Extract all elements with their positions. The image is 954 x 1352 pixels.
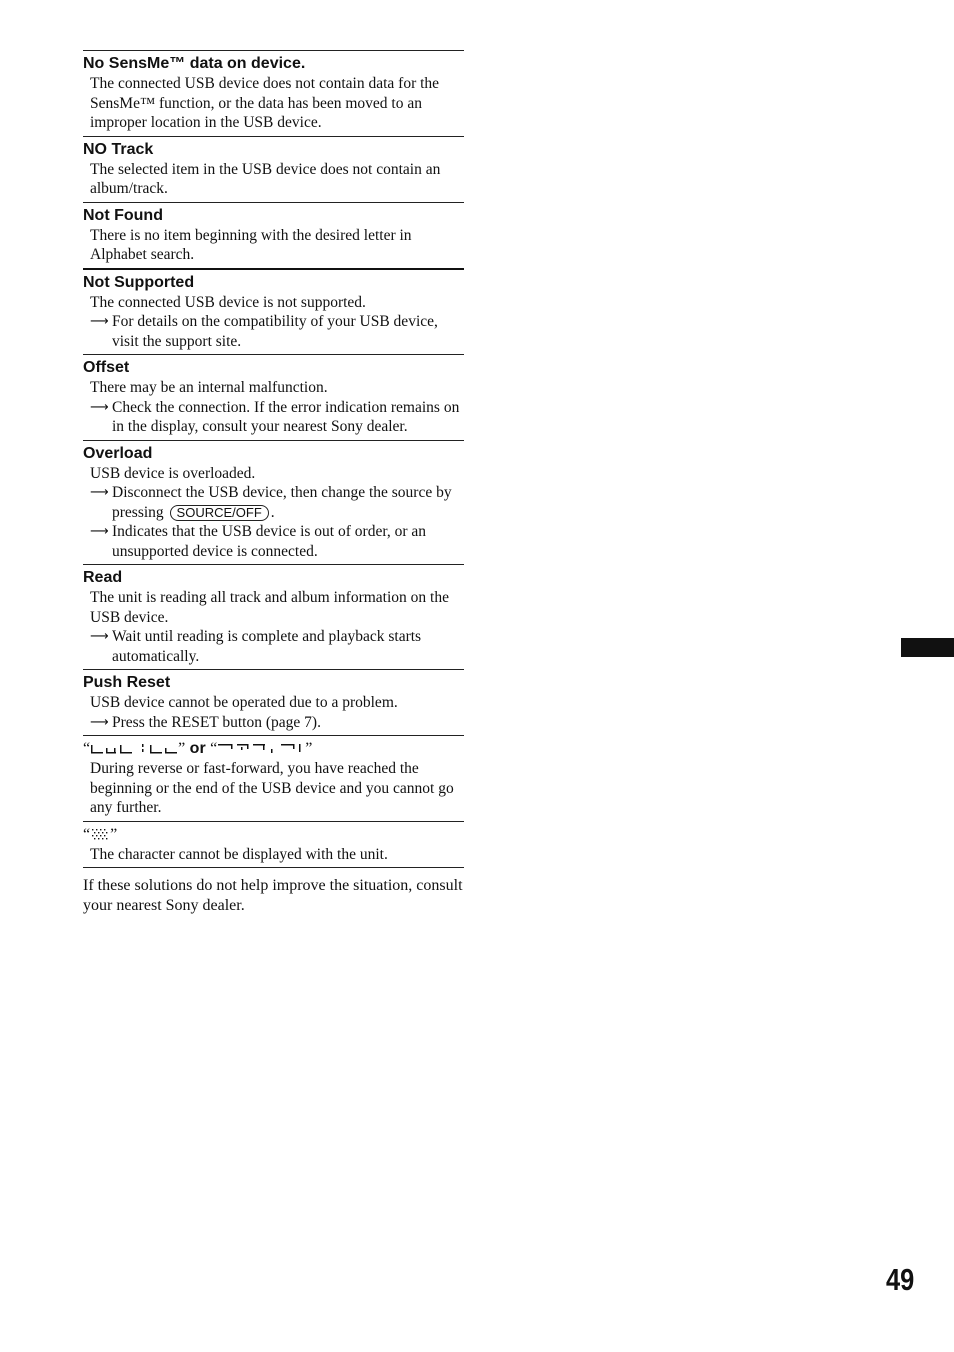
remedy-step	[83, 398, 464, 437]
open-quote: “	[83, 740, 91, 757]
entry-title: Push Reset	[83, 674, 171, 691]
entry-title: Overload	[83, 444, 153, 462]
segment-display-end-icon	[217, 743, 305, 755]
remedy-text-part: Disconnect the USB device, then change the source by pressing	[112, 484, 452, 521]
dot-matrix-character-icon	[90, 829, 110, 841]
arrow-icon: ⟶	[90, 485, 109, 500]
entry-body: There may be an internal malfunction.	[90, 379, 328, 396]
remedy-text: For details on the compatibility of your USB device, visit the support site.	[112, 313, 438, 350]
remedy-step	[83, 522, 464, 561]
troubleshooting-list	[83, 50, 464, 868]
entry-overload	[83, 440, 464, 565]
entry-no-sensme	[83, 50, 464, 136]
arrow-icon: ⟶	[90, 629, 109, 644]
entry-title: Read	[83, 569, 123, 586]
footer-note: If these solutions do not help improve the situation, consult your nearest Sony dealer.	[83, 877, 463, 914]
remedy-text: Indicates that the USB device is out of order, or an unsupported device is connected.	[112, 523, 427, 560]
entry-title	[83, 740, 464, 758]
remedy-text	[112, 483, 464, 522]
section-tab-marker	[901, 638, 954, 657]
entry-push-reset	[83, 669, 464, 735]
remedy-text-end: .	[270, 503, 275, 521]
or-text: or	[189, 740, 206, 757]
entry-title: No SensMe™ data on device.	[83, 55, 306, 72]
arrow-icon: ⟶	[90, 524, 109, 539]
entry-offset	[83, 354, 464, 440]
remedy-step	[83, 713, 464, 733]
close-quote: ”	[305, 740, 313, 757]
remedy-text: Check the connection. If the error indication remains on in the display, consult your nearest Sony dealer.	[112, 398, 460, 435]
entry-body: There is no item beginning with the desired letter in Alphabet search.	[90, 226, 412, 263]
entry-body: The connected USB device does not contain data for the SensMe™ function, or the data has been moved to an improper location in the USB device.	[90, 75, 440, 131]
page-number: 49	[886, 1262, 915, 1297]
segment-display-start-icon	[90, 743, 178, 755]
remedy-text: Press the RESET button (page 7).	[112, 713, 321, 731]
entry-title: Not Supported	[83, 273, 195, 291]
entry-body: During reverse or fast-forward, you have reached the beginning or the end of the USB device and you cannot go any further.	[90, 760, 454, 816]
arrow-icon: ⟶	[90, 714, 109, 730]
close-quote: ”	[178, 740, 186, 757]
close-quote: ”	[110, 825, 118, 843]
entry-unsupported-character	[83, 821, 464, 869]
entry-title: Offset	[83, 359, 130, 376]
entry-body: The character cannot be displayed with the unit.	[90, 845, 388, 863]
remedy-step	[83, 312, 464, 351]
arrow-icon: ⟶	[90, 399, 109, 415]
entry-read	[83, 564, 464, 669]
entry-title: Not Found	[83, 206, 163, 224]
entry-not-found	[83, 202, 464, 268]
entry-title	[83, 826, 464, 844]
entry-body: The connected USB device is not supported.	[90, 293, 366, 311]
source-off-key-icon: SOURCE/OFF	[170, 505, 269, 521]
entry-body: The selected item in the USB device does not contain an album/track.	[90, 160, 441, 197]
remedy-step	[83, 627, 464, 666]
entry-body: USB device cannot be operated due to a problem.	[90, 694, 398, 711]
entry-display-limit	[83, 735, 464, 821]
entry-body: USB device is overloaded.	[90, 464, 256, 482]
entry-not-supported	[83, 268, 464, 355]
entry-body: The unit is reading all track and album information on the USB device.	[90, 589, 449, 626]
open-quote: “	[83, 825, 91, 843]
remedy-text: Wait until reading is complete and playback starts automatically.	[112, 628, 422, 665]
entry-no-track	[83, 136, 464, 202]
arrow-icon: ⟶	[90, 314, 109, 329]
remedy-step	[83, 483, 464, 522]
entry-title: NO Track	[83, 140, 154, 158]
open-quote: “	[210, 740, 218, 757]
